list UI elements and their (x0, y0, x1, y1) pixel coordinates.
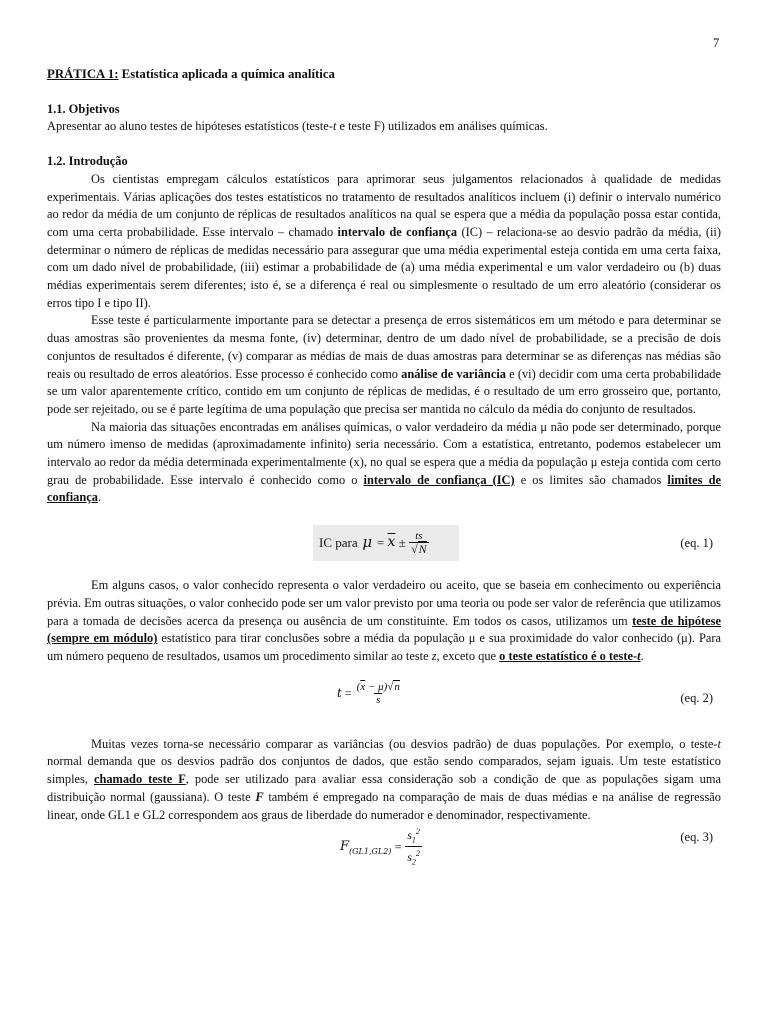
title-text: Estatística aplicada a química analítica (118, 67, 335, 81)
section-heading-objetivos: 1.1. Objetivos (47, 101, 120, 116)
equation-3-label: (eq. 3) (680, 830, 713, 845)
intro-paragraph-4: Em alguns casos, o valor conhecido representa o valor verdadeiro ou aceito, que se baseia em conhecimento ou experiência prévia. Em outras situações, o valor conhecido pode ser um valor previsto por uma teoria ou pode ser valor de referência que utilizamos para a tomada de decisões acerca da presença ou ausência de um constituinte. Em todos os casos, utilizamos um teste de hipótese (sempre em módulo) estatístico para tirar conclusões sobre a média da população μ e sua proximidade do valor conhecido (μ). Para um número pequeno de resultados, usamos um procedimento similar ao teste z, exceto que o teste estatístico é o teste-t. (47, 578, 721, 663)
equation-1-label: (eq. 1) (680, 536, 713, 551)
title-prefix: PRÁTICA 1: (47, 67, 119, 81)
document-body (47, 66, 721, 864)
intro-paragraph-5: Muitas vezes torna-se necessário comparar as variâncias (ou desvios padrão) de duas populações. Por exemplo, o teste-t normal demanda que os desvios padrão dos conjuntos de dados, que estão sendo comparados, sejam iguais. Um teste estatístico simples, chamado teste F, pode ser utilizado para avaliar essa consideração sob a condição de que as populações sigam uma distribuição normal (gaussiana). O teste F também é empregado na comparação de mais de duas médias e na análise de regressão linear, onde GL1 e GL2 correspondem aos graus de liberdade do numerador e denominador, respectivamente. (47, 736, 721, 822)
equation-1-prefix: IC para (319, 535, 358, 551)
section-heading-introducao: 1.2. Introdução (47, 154, 128, 169)
equation-3: F (GL1,GL2) = $\frac{s_1^2}{s_2^2}$ (340, 827, 420, 866)
equation-2-label: (eq. 2) (680, 690, 713, 705)
intro-paragraph-3: Na maioria das situações encontradas em análises químicas, o valor verdadeiro da média μ não pode ser determinado, porque um número imenso de medidas (aproximadamente infinito) seria necessário. Com a estatística, entretanto, podemos estabelecer um intervalo ao redor da média determinada experimentalmente (x), no qual se espera que a média da população μ esteja contida com certo grau de probabilidade. Esse intervalo é conhecido como o intervalo de confiança (IC) e os limites são chamados limites de confiança. (47, 419, 721, 505)
objetivos-paragraph: Apresentar ao aluno testes de hipóteses estatísticos (teste-t e teste F) utilizados em análises químicas. (47, 119, 548, 134)
page-number: 7 (713, 36, 720, 50)
equation-3-row (47, 824, 721, 864)
page-title (47, 66, 721, 84)
intro-paragraph-1: Os cientistas empregam cálculos estatísticos para aprimorar seus julgamentos relacionados à qualidade de medidas experimentais. Várias aplicações dos testes estatísticos no tratamento de resultados analíticos incluem (i) definir o intervalo numérico ao redor da média de um conjunto de réplicas de resultados analíticos na qual se espera que a média da população possa estar contida, com uma certa probabilidade. Esse intervalo – chamado intervalo de confiança (IC) – relaciona-se ao desvio padrão da média, (ii) determinar o número de réplicas de medidas necessário para assegurar que uma média experimental esteja contida em uma certa faixa, com um dado nível de probabilidade, (iii) estimar a probabilidade de (a) uma média experimental e um valor verdadeiro ou (b) duas médias experimentais serem diferentes; isto é, se a diferença é real ou simplesmente o resultado de um erro aleatório (considerar os erros tipo I e tipo II). (47, 171, 721, 310)
equation-1: IC para μ = $\overline{x}$ ± $\frac{ts}{√N}$ (313, 525, 459, 561)
equation-1-row (47, 507, 721, 577)
equation-2-row (47, 666, 721, 736)
intro-paragraph-2: Esse teste é particularmente importante para se detectar a presença de erros sistemáticos em um método e para determinar se duas amostras são provenientes da mesma fonte, (iv) determinar, dentro de um dado nível de probabilidade, se a precisão de dois conjuntos de resultados é diferente, (v) comparar as médias de mais de duas amostras para determinar se as diferenças nas médias são reais ou resultado de erros aleatórios. Esse processo é conhecido como análise de variância e (vi) decidir com uma certa probabilidade se um valor aparentemente crítico, contido em um conjunto de réplicas de medidas, é o resultado de um erro grosseiro que, portanto, pode ser rejeitado, ou se é parte legítima de uma população que precisa ser mantida no cálculo da média do conjunto de resultados. (47, 313, 722, 416)
equation-2: t = $\frac{(\overline{x} - \mu)√n}{s}$ (337, 680, 400, 706)
